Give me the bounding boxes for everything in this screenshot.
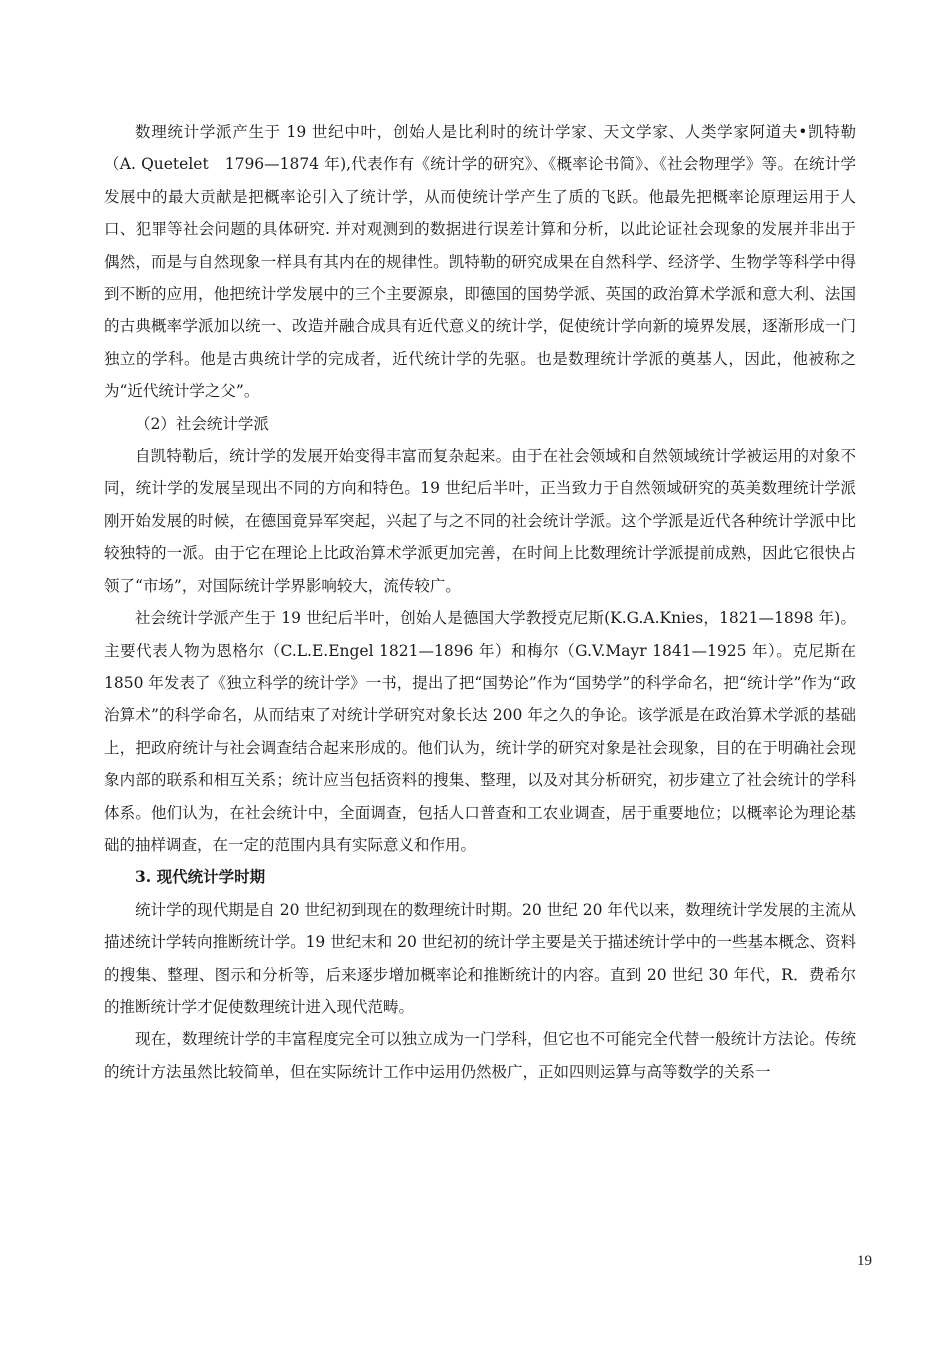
page-number: 19 [857,1253,872,1269]
paragraph-social-intro: 自凯特勒后，统计学的发展开始变得丰富而复杂起来。由于在社会领域和自然领域统计学被运用的对象不同，统计学的发展呈现出不同的方向和特色。19 世纪后半叶，正当致力于自然领域研究的英美数理统计学派刚开始发展的时候，在德国竟异军突起，兴起了与之不同的社会统计学派。这个学派是近代各种统计学派中比较独特的一派。由于它在理论上比政治算术学派更加完善，在时间上比数理统计学派提前成熟，因此它很快占领了“市场”，对国际统计学界影响较大，流传较广。 [104,447,856,595]
section-heading-modern: 3. 现代统计学时期 [135,867,266,887]
paragraph-current: 现在，数理统计学的丰富程度完全可以独立成为一门学科，但它也不可能完全代替一般统计方法论。传统的统计方法虽然比较简单，但在实际统计工作中运用仍然极广，正如四则运算与高等数学的关系一 [104,1030,856,1081]
page-body [104,116,856,1088]
subheading-social-school: （2）社会统计学派 [135,414,269,433]
paragraph-modern-period: 统计学的现代期是自 20 世纪初到现在的数理统计时期。20 世纪 20 年代以来，数理统计学发展的主流从描述统计学转向推断统计学。19 世纪末和 20 世纪初的统计学主要是关于描述统计学中的一些基本概念、资料的搜集、整理、图示和分析等，后来逐步增加概率论和推断统计的内容。直到 20 世纪 30 年代，R．费希尔的推断统计学才促使数理统计进入现代范畴。 [104,900,856,1016]
paragraph-knies: 社会统计学派产生于 19 世纪后半叶，创始人是德国大学教授克尼斯(K.G.A.Knies，1821—1898 年)。主要代表人物为恩格尔（C.L.E.Engel 1821—1896 年）和梅尔（G.V.Mayr 1841—1925 年）。克尼斯在 1850 年发表了《独立科学的统计学》一书，提出了把“国势论”作为“国势学”的科学命名，把“统计学”作为“政治算术”的科学命名，从而结束了对统计学研究对象长达 200 年之久的争论。该学派是在政治算术学派的基础上，把政府统计与社会调查结合起来形成的。他们认为，统计学的研究对象是社会现象，目的在于明确社会现象内部的联系和相互关系；统计应当包括资料的搜集、整理，以及对其分析研究，初步建立了社会统计的学科体系。他们认为，在社会统计中，全面调查，包括人口普查和工农业调查，居于重要地位；以概率论为理论基础的抽样调查，在一定的范围内具有实际意义和作用。 [104,609,856,854]
paragraph-quetelet: 数理统计学派产生于 19 世纪中叶，创始人是比利时的统计学家、天文学家、人类学家阿道夫•凯特勒（A. Quetelet 1796—1874 年),代表作有《统计学的研究》、《概率论书简》、《社会物理学》等。在统计学发展中的最大贡献是把概率论引入了统计学，从而使统计学产生了质的飞跃。他最先把概率论原理运用于人口、犯罪等社会问题的具体研究. 并对观测到的数据进行误差计算和分析，以此论证社会现象的发展并非出于偶然，而是与自然现象一样具有其内在的规律性。凯特勒的研究成果在自然科学、经济学、生物学等科学中得到不断的应用，他把统计学发展中的三个主要源泉，即德国的国势学派、英国的政治算术学派和意大利、法国的古典概率学派加以统一、改造并融合成具有近代意义的统计学，促使统计学向新的境界发展，逐渐形成一门独立的学科。他是古典统计学的完成者，近代统计学的先驱。也是数理统计学派的奠基人，因此，他被称之为“近代统计学之父”。 [104,123,856,401]
